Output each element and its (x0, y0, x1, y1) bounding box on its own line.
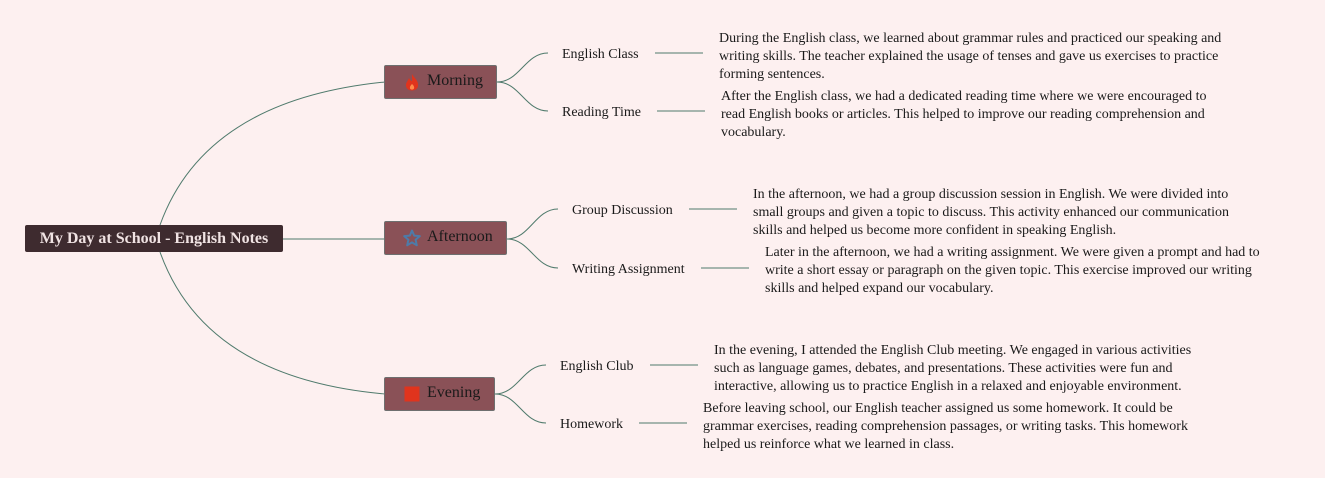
topic-writing-assignment[interactable]: Writing Assignment (572, 262, 685, 277)
topic-group-discussion[interactable]: Group Discussion (572, 203, 673, 218)
note-reading-time: After the English class, we had a dedicated reading time where we were encouraged to read English books or articles. This helped to improve our reading comprehension and vocabulary. (721, 89, 1207, 140)
topic-reading-time[interactable]: Reading Time (562, 105, 641, 120)
period-label-afternoon: Afternoon (427, 228, 493, 245)
root-title: My Day at School - English Notes (39, 230, 269, 247)
note-group-discussion: In the afternoon, we had a group discussion session in English. We were divided into small groups and given a topic to discuss. This activity enhanced our communication skills and helped us become more confident in speaking English. (753, 187, 1230, 238)
topic-english-club[interactable]: English Club (560, 359, 634, 374)
node-evening[interactable] (384, 377, 495, 411)
topic-english-class[interactable]: English Class (562, 47, 639, 62)
node-afternoon[interactable] (384, 221, 507, 255)
note-writing-assignment: Later in the afternoon, we had a writing assignment. We were given a prompt and had to write a short essay or paragraph on the given topic. This exercise improved our writing skills and helped expand our vocabulary. (765, 245, 1260, 296)
root-node[interactable] (25, 225, 283, 252)
node-morning[interactable] (384, 65, 497, 99)
period-label-morning: Morning (427, 72, 483, 89)
note-english-club: In the evening, I attended the English Club meeting. We engaged in various activities such as language games, debates, and presentations. These activities were fun and interactive, allowing us to practice English in a relaxed and enjoyable environment. (714, 343, 1192, 394)
period-label-evening: Evening (427, 384, 481, 401)
flame-icon (403, 73, 421, 91)
star-icon (403, 229, 421, 247)
topic-homework[interactable]: Homework (560, 417, 623, 432)
note-english-class: During the English class, we learned about grammar rules and practiced our speaking and writing skills. The teacher explained the usage of tenses and gave us exercises to practice forming sentences. (719, 31, 1222, 82)
note-homework: Before leaving school, our English teacher assigned us some homework. It could be grammar exercises, reading comprehension passages, or writing tasks. This homework helped us reinforce what we learned in class. (703, 401, 1188, 452)
square-icon (403, 385, 421, 403)
